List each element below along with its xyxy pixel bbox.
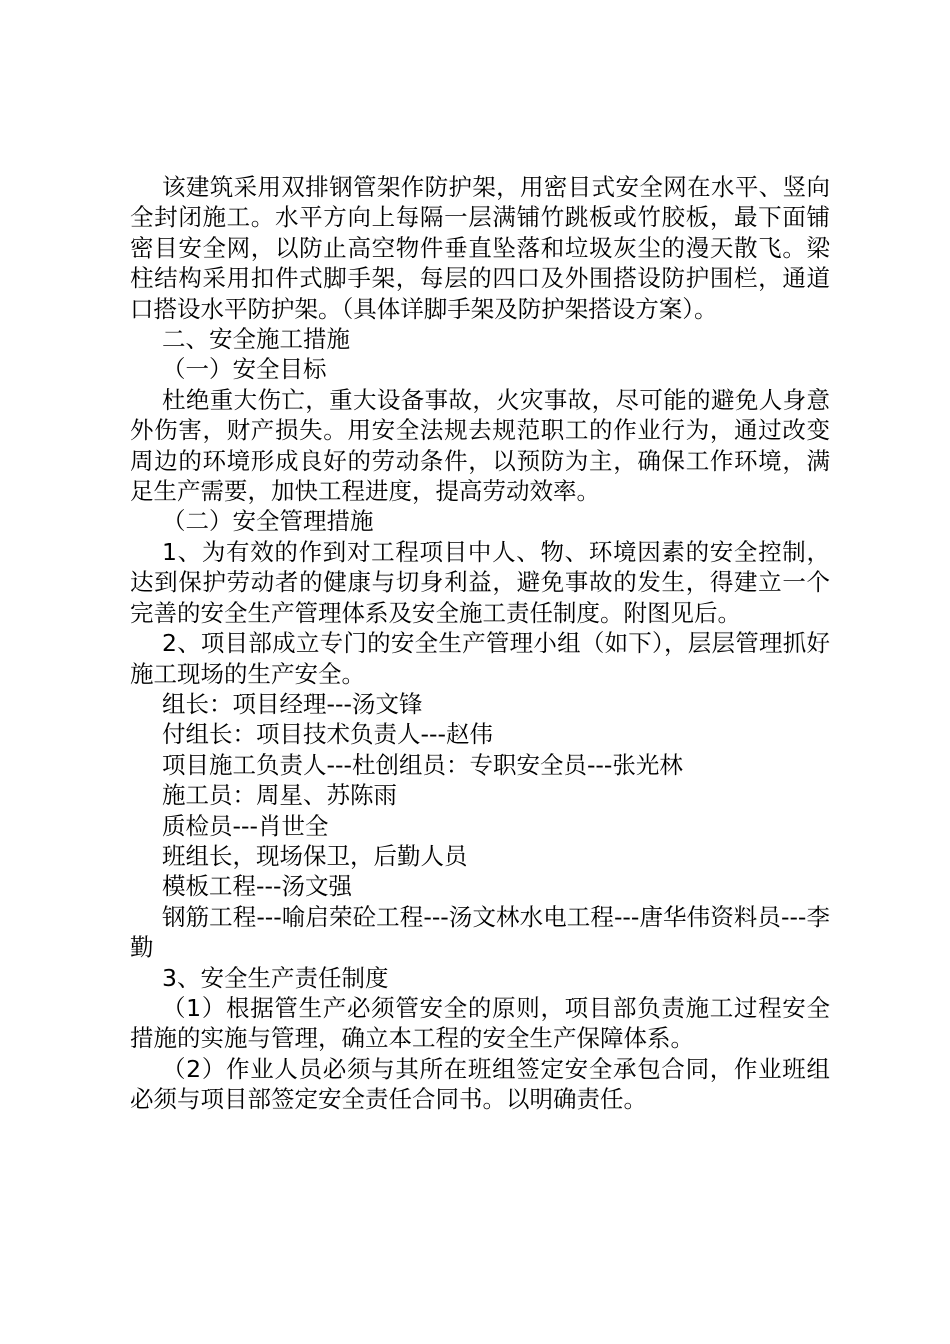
heading-responsibility-system: 3、安全生产责任制度 <box>162 963 389 992</box>
subheading-management-measures: （二）安全管理措施 <box>162 507 374 536</box>
paragraph-responsibility-2: （2）作业人员必须与其所在班组签定安全承包合同，作业班组必须与项目部签定安全责任合同书。以明确责任。 <box>130 1054 830 1114</box>
document-body <box>130 172 830 1115</box>
line-formwork: 模板工程---汤文强 <box>162 872 352 901</box>
line-deputy-leader: 付组长：项目技术负责人---赵伟 <box>162 720 493 749</box>
line-engineering-roles: 钢筋工程---喻启荣砼工程---汤文林水电工程---唐华伟资料员---李勤 <box>130 902 830 962</box>
line-team-leaders: 班组长，现场保卫，后勤人员 <box>162 841 468 870</box>
paragraph-protective-frame: 该建筑采用双排钢管架作防护架，用密目式安全网在水平、竖向全封闭施工。水平方向上每隔一层满铺竹跳板或竹胶板，最下面铺密目安全网，以防止高空物件垂直坠落和垃圾灰尘的漫天散飞。梁柱结构采用扣件式脚手架，每层的四口及外围搭设防护围栏，通道口搭设水平防护架。（具体详脚手架及防护架搭设方案）。 <box>130 173 830 323</box>
paragraph-responsibility-1: （1）根据管生产必须管安全的原则，项目部负责施工过程安全措施的实施与管理，确立本工程的安全生产保障体系。 <box>130 993 830 1053</box>
paragraph-management-system: 1、为有效的作到对工程项目中人、物、环境因素的安全控制，达到保护劳动者的健康与切身利益，避免事故的发生，得建立一个完善的安全生产管理体系及安全施工责任制度。附图见后。 <box>130 537 830 627</box>
paragraph-management-group: 2、项目部成立专门的安全生产管理小组（如下），层层管理抓好施工现场的生产安全。 <box>130 629 830 688</box>
line-quality-inspector: 质检员---肖世全 <box>162 811 329 840</box>
heading-safety-measures: 二、安全施工措施 <box>162 325 350 354</box>
paragraph-safety-goals: 杜绝重大伤亡，重大设备事故，火灾事故，尽可能的避免人身意外伤害，财产损失。用安全法规去规范职工的作业行为，通过改变周边的环境形成良好的劳动条件，以预防为主，确保工作环境，满足生产需要，加快工程进度，提高劳动效率。 <box>130 385 830 506</box>
line-constructors: 施工员：周星、苏陈雨 <box>162 781 397 810</box>
line-group-leader: 组长：项目经理---汤文锋 <box>162 689 423 718</box>
line-construction-lead: 项目施工负责人---杜创组员：专职安全员---张光林 <box>162 750 683 779</box>
subheading-safety-goals: （一）安全目标 <box>162 355 327 384</box>
